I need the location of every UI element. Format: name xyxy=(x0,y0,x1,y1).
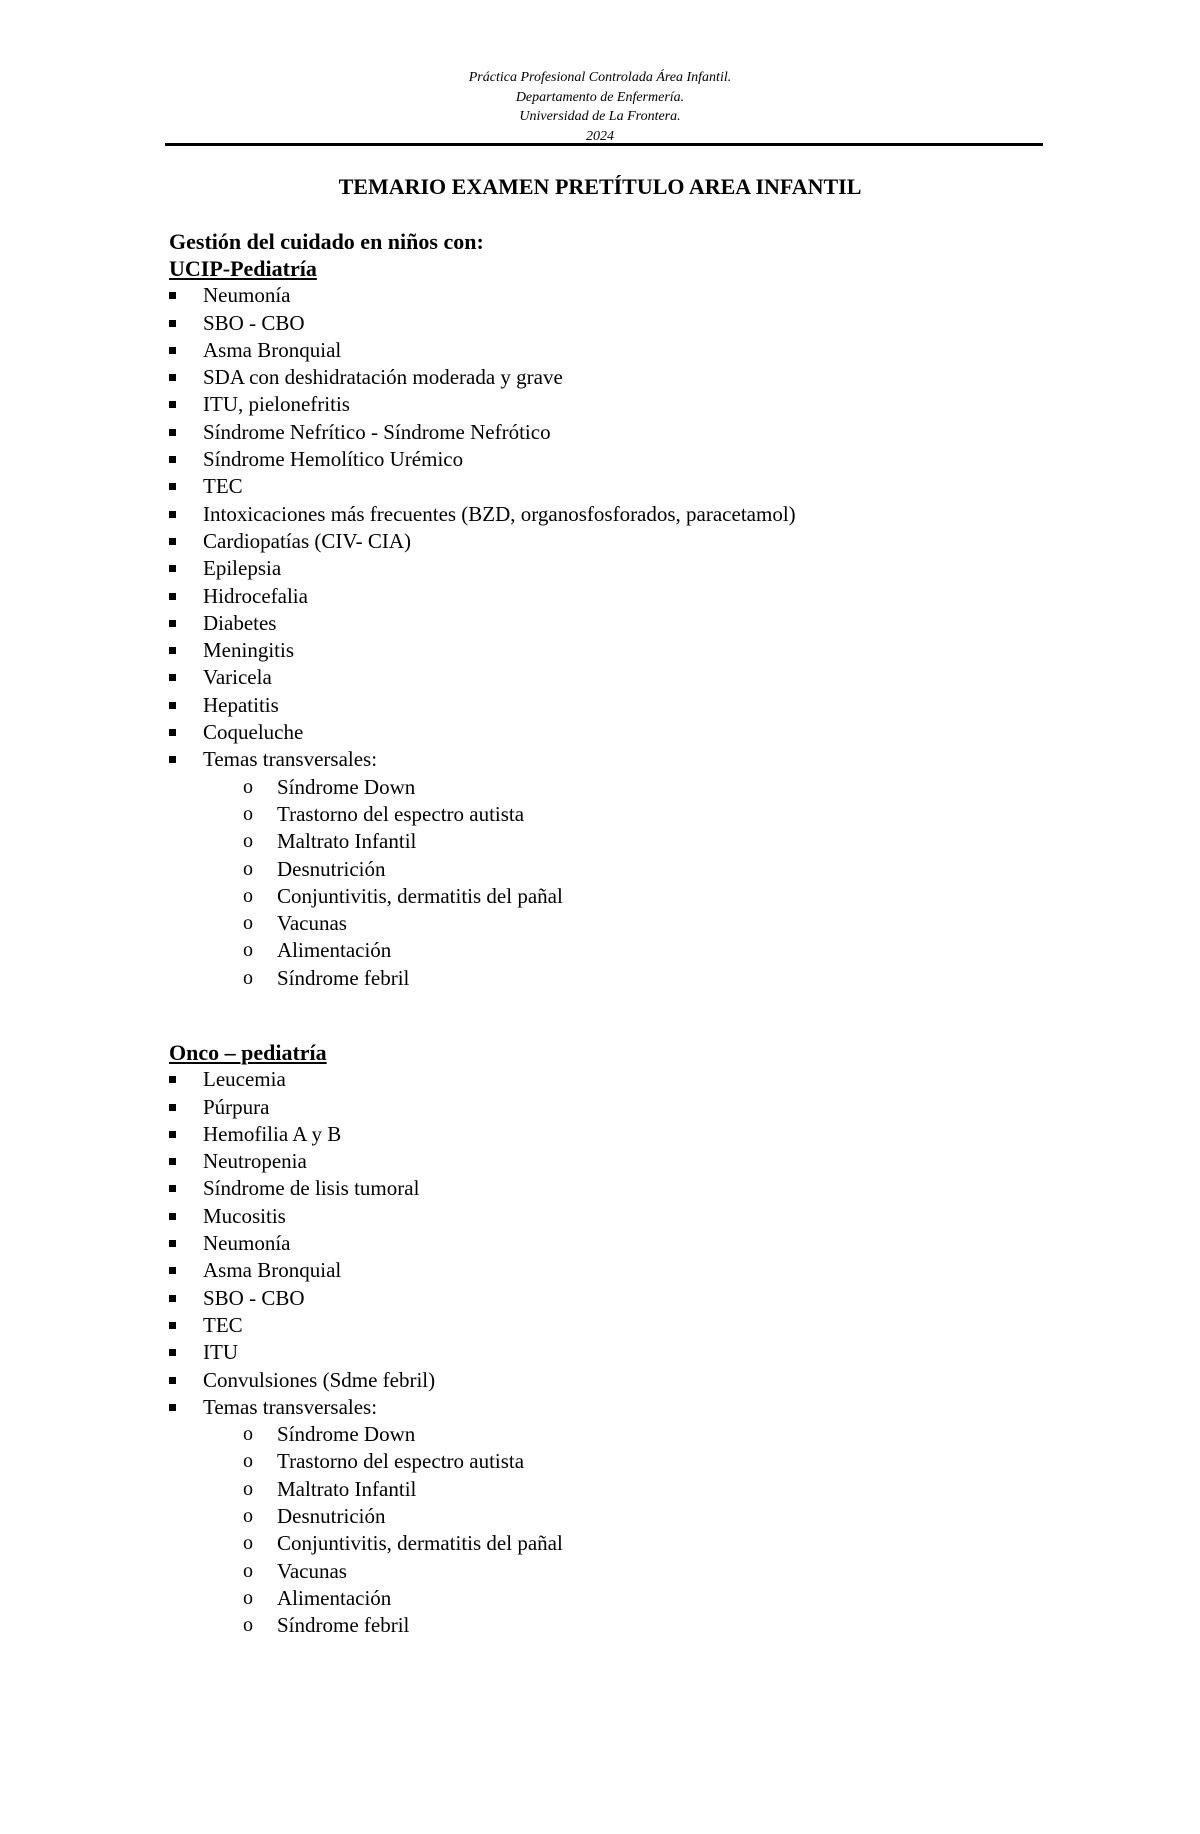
circle-bullet-icon: o xyxy=(243,939,253,962)
list-item xyxy=(169,1066,1069,1093)
list-item xyxy=(169,1121,1069,1148)
header-divider xyxy=(165,143,1043,146)
sub-list-item-label: Conjuntivitis, dermatitis del pañal xyxy=(277,883,563,908)
sub-list-item xyxy=(241,965,1069,992)
list-item-label: Asma Bronquial xyxy=(203,337,342,362)
list-item xyxy=(169,1148,1069,1175)
square-bullet-icon xyxy=(169,456,176,463)
square-bullet-icon xyxy=(169,292,176,299)
sub-list-item xyxy=(241,1503,1069,1530)
circle-bullet-icon: o xyxy=(243,1505,253,1528)
list-item-label: SBO - CBO xyxy=(203,310,305,335)
list-item-label: Síndrome de lisis tumoral xyxy=(203,1176,420,1201)
square-bullet-icon xyxy=(169,374,176,381)
circle-bullet-icon: o xyxy=(243,1532,253,1555)
section-ucip-pediatria xyxy=(169,255,1069,992)
section-title: UCIP-Pediatría xyxy=(169,256,317,281)
square-bullet-icon xyxy=(169,483,176,490)
section-title: Onco – pediatría xyxy=(169,1040,327,1065)
list-item-label: SBO - CBO xyxy=(203,1285,305,1310)
list-item xyxy=(169,637,1069,664)
sub-list-item xyxy=(241,1448,1069,1475)
square-bullet-icon xyxy=(169,756,176,763)
sub-list-item xyxy=(241,1476,1069,1503)
page-title: TEMARIO EXAMEN PRETÍTULO AREA INFANTIL xyxy=(338,174,862,199)
header-line-department: Departamento de Enfermería. xyxy=(515,89,685,105)
list-item xyxy=(169,310,1069,337)
circle-bullet-icon: o xyxy=(243,830,253,853)
list-item-label: Convulsiones (Sdme febril) xyxy=(203,1367,436,1392)
document-header xyxy=(0,68,1200,146)
sub-list-item-label: Síndrome Down xyxy=(277,774,416,799)
sub-list-item xyxy=(241,774,1069,801)
list-item xyxy=(169,446,1069,473)
list-item-label: Hepatitis xyxy=(203,692,279,717)
header-line-university: Universidad de La Frontera. xyxy=(519,109,681,124)
list-item xyxy=(169,528,1069,555)
list-item-label: Púrpura xyxy=(203,1094,270,1119)
list-item xyxy=(169,391,1069,418)
square-bullet-icon xyxy=(169,1076,176,1083)
intro-heading: Gestión del cuidado en niños con: xyxy=(169,229,484,254)
circle-bullet-icon: o xyxy=(243,857,253,880)
list-item-label: Meningitis xyxy=(203,638,295,663)
square-bullet-icon xyxy=(169,1158,176,1165)
square-bullet-icon xyxy=(169,511,176,518)
list-item-label: Hidrocefalia xyxy=(203,583,308,608)
list-item xyxy=(169,746,1069,773)
sub-list-item-label: Síndrome febril xyxy=(277,965,410,990)
sub-list-item xyxy=(241,1612,1069,1639)
square-bullet-icon xyxy=(169,674,176,681)
square-bullet-icon xyxy=(169,620,176,627)
transversal-topics-list xyxy=(169,1421,1069,1639)
circle-bullet-icon: o xyxy=(243,1477,253,1500)
list-item xyxy=(169,419,1069,446)
list-item-label: Síndrome Nefrítico - Síndrome Nefrótico xyxy=(203,419,551,444)
list-item-label: ITU xyxy=(203,1340,238,1365)
sub-list-item-label: Alimentación xyxy=(277,938,392,963)
square-bullet-icon xyxy=(169,1349,176,1356)
square-bullet-icon xyxy=(169,1267,176,1274)
list-item-label: Diabetes xyxy=(203,610,277,635)
square-bullet-icon xyxy=(169,1295,176,1302)
sub-list-item-label: Trastorno del espectro autista xyxy=(277,1449,525,1474)
list-item-label: Leucemia xyxy=(203,1067,286,1092)
list-item xyxy=(169,1230,1069,1257)
sub-list-item xyxy=(241,1421,1069,1448)
list-item xyxy=(169,473,1069,500)
square-bullet-icon xyxy=(169,1404,176,1411)
square-bullet-icon xyxy=(169,1131,176,1138)
square-bullet-icon xyxy=(169,401,176,408)
circle-bullet-icon: o xyxy=(243,884,253,907)
sub-list-item-label: Desnutrición xyxy=(277,856,386,881)
list-item xyxy=(169,555,1069,582)
circle-bullet-icon: o xyxy=(243,775,253,798)
square-bullet-icon xyxy=(169,647,176,654)
circle-bullet-icon: o xyxy=(243,1559,253,1582)
list-item xyxy=(169,1257,1069,1284)
square-bullet-icon xyxy=(169,538,176,545)
list-item xyxy=(169,664,1069,691)
list-item xyxy=(169,337,1069,364)
list-item xyxy=(169,1394,1069,1421)
list-item xyxy=(169,719,1069,746)
topic-list xyxy=(169,282,1069,992)
circle-bullet-icon: o xyxy=(243,1586,253,1609)
sub-list-item-label: Síndrome Down xyxy=(277,1422,416,1447)
list-item-label: TEC xyxy=(203,1312,243,1337)
list-item xyxy=(169,1094,1069,1121)
circle-bullet-icon: o xyxy=(243,1423,253,1446)
sub-list-item-label: Síndrome febril xyxy=(277,1613,410,1638)
list-item-label: ITU, pielonefritis xyxy=(203,392,350,417)
sub-list-item xyxy=(241,1585,1069,1612)
list-item-label: Temas transversales: xyxy=(203,1394,378,1419)
list-item xyxy=(169,1285,1069,1312)
circle-bullet-icon: o xyxy=(243,966,253,989)
list-item xyxy=(169,610,1069,637)
square-bullet-icon xyxy=(169,347,176,354)
sub-list-item xyxy=(241,910,1069,937)
transversal-topics-list xyxy=(169,774,1069,992)
list-item xyxy=(169,692,1069,719)
list-item xyxy=(169,1367,1069,1394)
square-bullet-icon xyxy=(169,565,176,572)
square-bullet-icon xyxy=(169,702,176,709)
square-bullet-icon xyxy=(169,729,176,736)
square-bullet-icon xyxy=(169,593,176,600)
header-line-program: Práctica Profesional Controlada Área Infantil. xyxy=(468,70,732,85)
list-item xyxy=(169,1339,1069,1366)
sub-list-item xyxy=(241,1530,1069,1557)
square-bullet-icon xyxy=(169,320,176,327)
sub-list-item-label: Trastorno del espectro autista xyxy=(277,801,525,826)
sub-list-item-label: Desnutrición xyxy=(277,1504,386,1529)
sub-list-item-label: Conjuntivitis, dermatitis del pañal xyxy=(277,1531,563,1556)
list-item-label: Epilepsia xyxy=(203,556,282,581)
sub-list-item xyxy=(241,856,1069,883)
square-bullet-icon xyxy=(169,1240,176,1247)
sub-list-item xyxy=(241,1558,1069,1585)
sub-list-item xyxy=(241,828,1069,855)
list-item xyxy=(169,501,1069,528)
list-item-label: SDA con deshidratación moderada y grave xyxy=(203,365,563,390)
square-bullet-icon xyxy=(169,1322,176,1329)
list-item-label: Cardiopatías (CIV- CIA) xyxy=(203,528,412,553)
sub-list-item-label: Maltrato Infantil xyxy=(277,829,417,854)
header-line-year: 2024 xyxy=(586,128,614,144)
square-bullet-icon xyxy=(169,1377,176,1384)
list-item xyxy=(169,1175,1069,1202)
square-bullet-icon xyxy=(169,1185,176,1192)
square-bullet-icon xyxy=(169,429,176,436)
list-item-label: Intoxicaciones más frecuentes (BZD, organosfosforados, paracetamol) xyxy=(203,501,796,526)
sub-list-item xyxy=(241,883,1069,910)
sub-list-item xyxy=(241,801,1069,828)
circle-bullet-icon: o xyxy=(243,802,253,825)
list-item xyxy=(169,1203,1069,1230)
list-item xyxy=(169,1312,1069,1339)
square-bullet-icon xyxy=(169,1104,176,1111)
topic-list xyxy=(169,1066,1069,1639)
square-bullet-icon xyxy=(169,1213,176,1220)
circle-bullet-icon: o xyxy=(243,1450,253,1473)
list-item-label: TEC xyxy=(203,474,243,499)
list-item-label: Mucositis xyxy=(203,1203,286,1228)
list-item-label: Varicela xyxy=(203,665,272,690)
circle-bullet-icon: o xyxy=(243,912,253,935)
list-item xyxy=(169,583,1069,610)
list-item-label: Neumonía xyxy=(203,1231,291,1256)
list-item-label: Neutropenia xyxy=(203,1149,307,1174)
list-item xyxy=(169,282,1069,309)
list-item-label: Temas transversales: xyxy=(203,747,378,772)
list-item-label: Hemofilia A y B xyxy=(203,1121,342,1146)
circle-bullet-icon: o xyxy=(243,1614,253,1637)
list-item-label: Síndrome Hemolítico Urémico xyxy=(203,447,464,472)
section-onco-pediatria xyxy=(169,1039,1069,1640)
sub-list-item-label: Alimentación xyxy=(277,1585,392,1610)
sub-list-item xyxy=(241,937,1069,964)
list-item-label: Neumonía xyxy=(203,283,291,308)
sub-list-item-label: Maltrato Infantil xyxy=(277,1476,417,1501)
list-item-label: Asma Bronquial xyxy=(203,1258,342,1283)
list-item xyxy=(169,364,1069,391)
sub-list-item-label: Vacunas xyxy=(277,1558,347,1583)
sub-list-item-label: Vacunas xyxy=(277,911,347,936)
list-item-label: Coqueluche xyxy=(203,720,304,745)
